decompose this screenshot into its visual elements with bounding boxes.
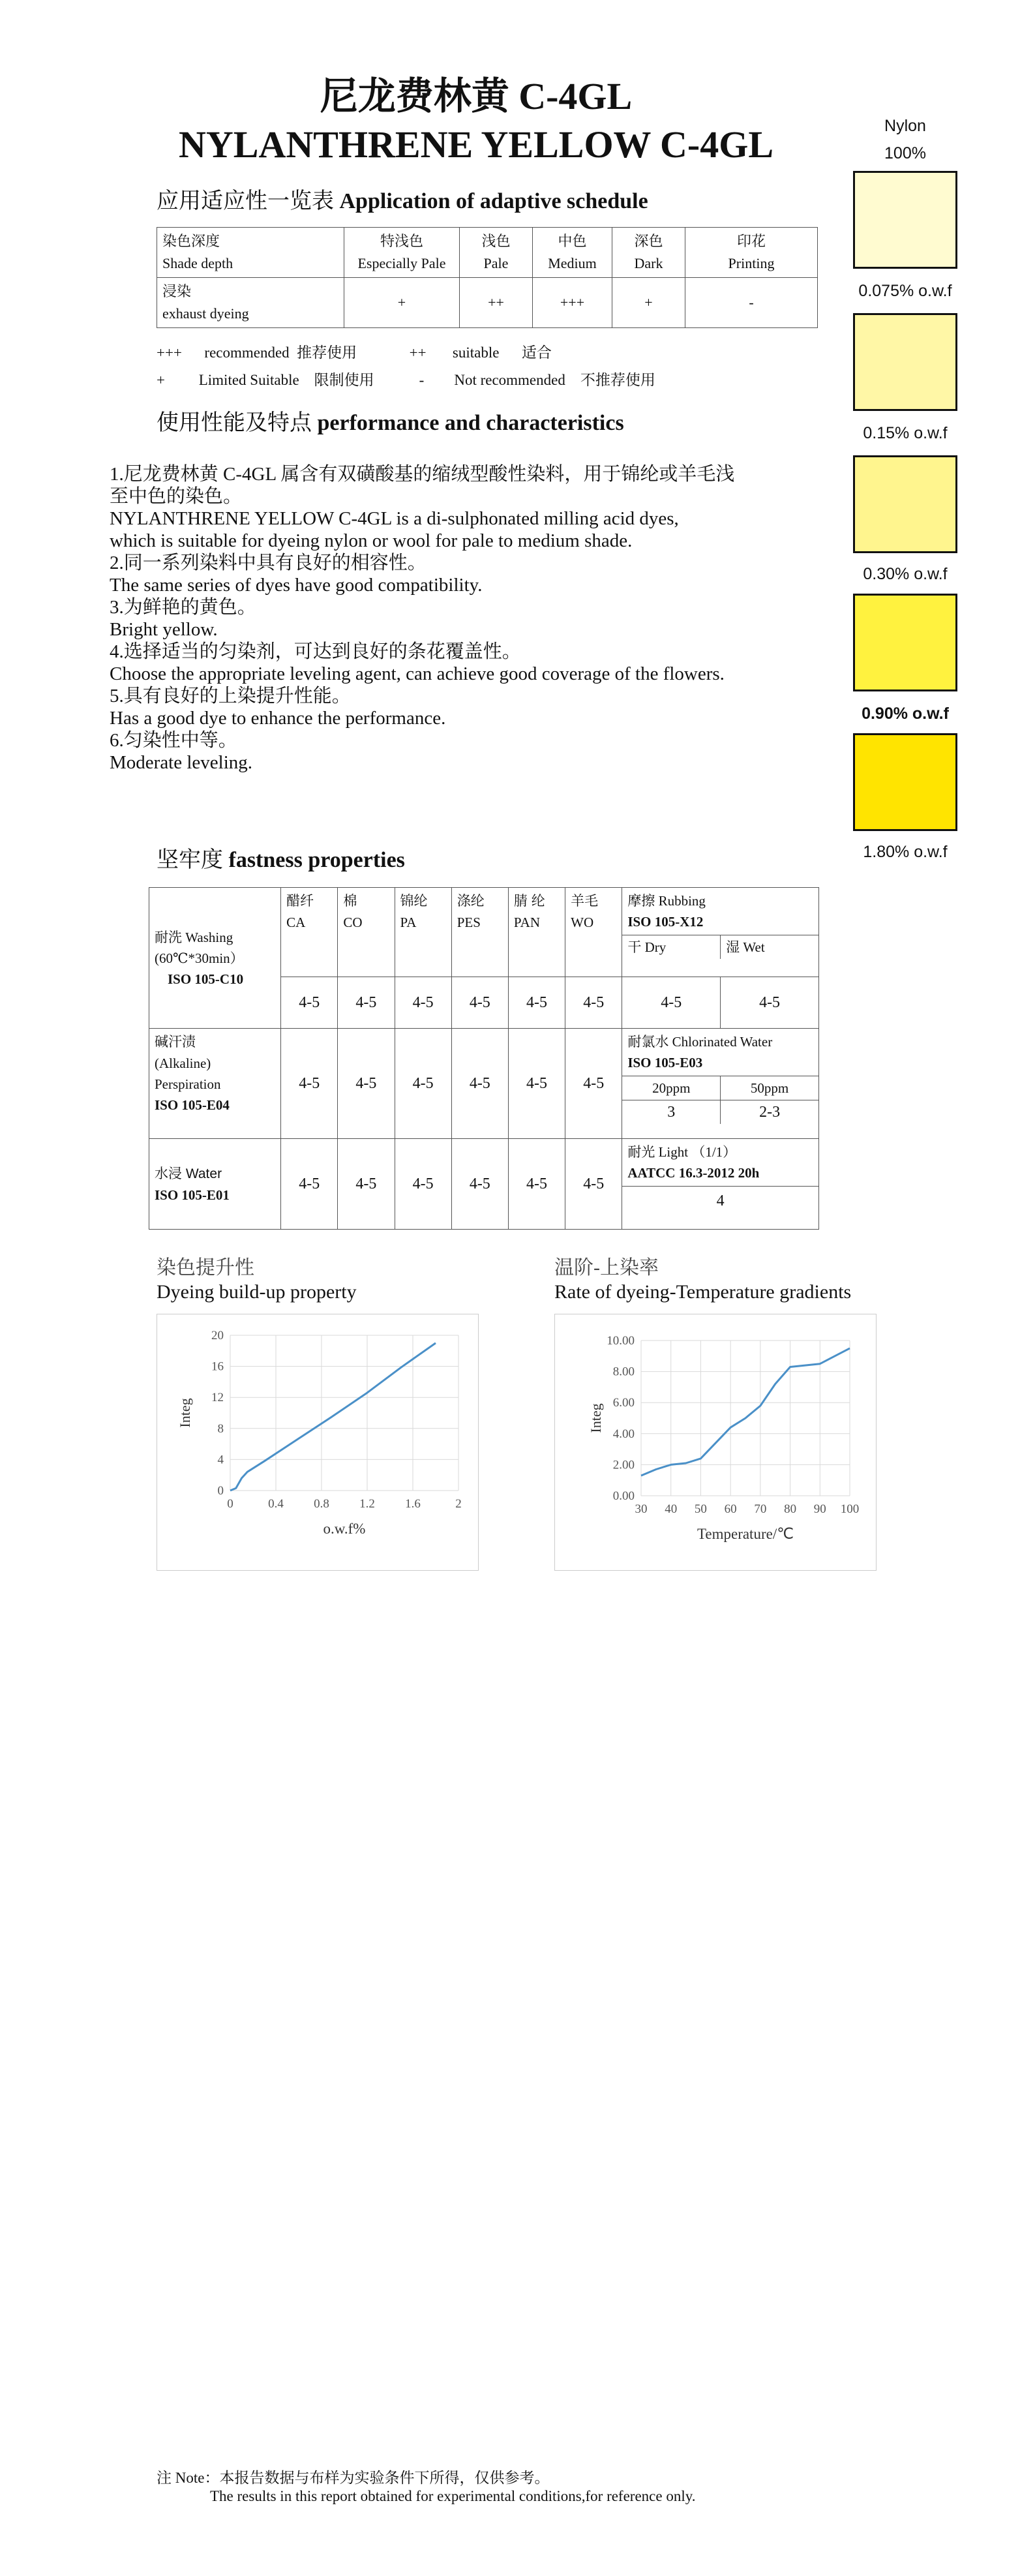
x-tick-label: 0.4 [268,1497,284,1511]
buildup-chart [157,1314,479,1571]
washing-co-value: 4-5 [338,977,395,1029]
x-axis-label: o.w.f% [323,1521,366,1537]
water-row [149,1139,819,1230]
page-title-cn: 尼龙费林黄 C-4GL [320,75,633,117]
application-title-cn: 应用适应性一览表 [157,189,334,213]
performance-line: Moderate leveling. [110,752,253,773]
note-cn: 注 Note：本报告数据与布样为实验条件下所得，仅供参考。 [157,2470,550,2486]
rubbing-header: 摩擦 Rubbing ISO 105-X12 干 Dry 湿 Wet [622,888,819,977]
y-tick-label: 2.00 [612,1458,635,1472]
y-tick-label: 16 [211,1359,224,1374]
fiber-co-header: 棉 CO [338,888,395,977]
application-table [157,227,818,328]
chlorinated-20ppm-label: 20ppm [622,1076,721,1100]
swatch-label: 0.15% o.w.f [863,424,948,442]
dark-header: 深色 Dark [612,228,685,278]
page-title-en: NYLANTHRENE YELLOW C-4GL [178,123,774,166]
performance-line: Choose the appropriate leveling agent, can achieve good coverage of the flowers. [110,663,725,684]
medium-header: 中色 Medium [533,228,612,278]
note-en: The results in this report obtained for experimental conditions,for reference only. [210,2488,696,2504]
performance-line: Bright yellow. [110,619,218,640]
y-tick-label: 4.00 [612,1427,635,1441]
swatch-item [840,455,970,594]
light-standard: AATCC 16.3-2012 20h [627,1165,760,1181]
y-tick-label: 8 [217,1421,224,1436]
swatch-item [840,594,970,733]
perspiration-pes-value: 4-5 [451,1029,508,1139]
chlorinated-standard: ISO 105-E03 [627,1055,703,1070]
fastness-header-row [149,888,819,977]
water-co-value: 4-5 [338,1139,395,1230]
light-value: 4 [622,1186,818,1215]
swatch-label: 0.075% o.w.f [858,282,952,300]
fiber-ca-header: 醋纤 CA [281,888,338,977]
color-swatch [853,455,957,553]
water-pa-value: 4-5 [395,1139,451,1230]
washing-pa-value: 4-5 [395,977,451,1029]
swatch-label: 0.30% o.w.f [863,565,948,583]
swatch-label: 0.90% o.w.f [862,705,949,723]
water-pes-value: 4-5 [451,1139,508,1230]
exhaust-printing-value: - [685,278,818,328]
water-wo-value: 4-5 [565,1139,622,1230]
rubbing-wet-value: 4-5 [721,977,819,1029]
exhaust-dyeing-row [157,278,818,328]
performance-line: 3.为鲜艳的黄色。 [110,597,256,618]
y-tick-label: 8.00 [612,1365,635,1379]
perspiration-pa-value: 4-5 [395,1029,451,1139]
fiber-wo-header: 羊毛 WO [565,888,622,977]
exhaust-dyeing-label: 浸染 exhaust dyeing [157,278,344,328]
performance-line: which is suitable for dyeing nylon or wool for pale to medium shade. [110,530,633,551]
buildup-chart-title: Dyeing build-up property [157,1281,357,1303]
y-tick-label: 4 [217,1453,224,1467]
perspiration-wo-value: 4-5 [565,1029,622,1139]
washing-label: 耐洗 Washing (60℃*30min） ISO 105-C10 [149,888,281,1029]
chlorinated-50ppm-label: 50ppm [750,1080,789,1096]
shade-depth-header: 染色深度 Shade depth [157,228,344,278]
legend-line-2: + Limited Suitable 限制使用 - Not recommended 不推荐使用 [157,372,655,388]
x-tick-label: 2 [455,1497,462,1511]
rubbing-wet-label: 湿 Wet [726,939,765,955]
performance-title-cn: 使用性能及特点 [157,410,312,435]
performance-line: Has a good dye to enhance the performance. [110,708,446,729]
performance-title-en: performance and characteristics [317,411,624,435]
x-tick-label: 0 [227,1497,233,1511]
y-tick-label: 0.00 [612,1489,635,1503]
x-tick-label: 1.2 [359,1497,375,1511]
swatch-label: 1.80% o.w.f [863,843,948,861]
application-title-en: Application of adaptive schedule [339,189,648,213]
exhaust-dark-value: + [612,278,685,328]
swatch-header-material: Nylon [884,117,926,135]
performance-line: The same series of dyes have good compatibility. [110,575,483,596]
rubbing-dry-label: 干 Dry [622,935,721,959]
fastness-table [149,887,819,1230]
washing-ca-value: 4-5 [281,977,338,1029]
printing-header: 印花 Printing [685,228,818,278]
chlorinated-50ppm-value: 2-3 [759,1104,781,1121]
performance-text [110,463,734,774]
y-tick-label: 0 [217,1484,224,1498]
y-tick-label: 20 [211,1329,224,1342]
swatch-item [840,313,970,455]
exhaust-pale-value: ++ [460,278,533,328]
perspiration-label: 碱汗渍 (Alkaline) Perspiration ISO 105-E04 [149,1029,281,1139]
performance-line: NYLANTHRENE YELLOW C-4GL is a di-sulphonated milling acid dyes, [110,508,679,529]
x-tick-label: 80 [784,1502,797,1516]
swatch-header [840,112,970,167]
application-section-title [157,183,648,215]
swatch-header-percent: 100% [884,144,926,162]
chlorinated-water-cell [622,1029,819,1139]
perspiration-pan-value: 4-5 [508,1029,565,1139]
swatch-item [840,733,970,873]
washing-wo-value: 4-5 [565,977,622,1029]
fastness-title-en: fastness properties [228,848,405,872]
swatch-column [840,171,970,873]
y-tick-label: 6.00 [612,1396,635,1410]
rubbing-dry-value: 4-5 [622,977,721,1029]
y-tick-label: 10.00 [607,1334,635,1348]
fiber-pa-header: 锦纶 PA [395,888,451,977]
perspiration-co-value: 4-5 [338,1029,395,1139]
x-tick-label: 0.8 [314,1497,329,1511]
light-label: 耐光 Light （1/1） [627,1144,737,1160]
buildup-chart-svg [157,1314,478,1570]
pale-header: 浅色 Pale [460,228,533,278]
temperature-chart-title: Rate of dyeing-Temperature gradients [554,1281,852,1303]
x-tick-label: 1.6 [405,1497,421,1511]
chlorinated-20ppm-value: 3 [622,1100,721,1124]
perspiration-row [149,1029,819,1139]
water-ca-value: 4-5 [281,1139,338,1230]
fiber-pan-header: 腈 纶 PAN [508,888,565,977]
x-tick-label: 40 [665,1502,678,1516]
fiber-pes-header: 涤纶 PES [451,888,508,977]
application-header-row [157,228,818,278]
color-swatch [853,171,957,269]
washing-pan-value: 4-5 [508,977,565,1029]
performance-line: 至中色的染色。 [110,486,243,507]
x-tick-label: 70 [754,1502,767,1516]
data-series-line [230,1343,436,1491]
swatch-item [840,171,970,313]
legend-line-1: +++ recommended 推荐使用 ++ suitable 适合 [157,344,552,361]
color-swatch [853,313,957,411]
chlorinated-label: 耐氯水 Chlorinated Water [627,1034,773,1050]
fastness-title-cn: 坚牢度 [157,847,223,872]
x-axis-label: Temperature/℃ [697,1526,794,1542]
color-swatch [853,594,957,691]
temperature-chart-title-cn: 温阶-上染率 [554,1257,659,1279]
x-tick-label: 100 [840,1502,860,1516]
perspiration-ca-value: 4-5 [281,1029,338,1139]
water-pan-value: 4-5 [508,1139,565,1230]
y-tick-label: 12 [211,1391,224,1405]
performance-line: 5.具有良好的上染提升性能。 [110,686,351,706]
performance-line: 6.匀染性中等。 [110,730,237,751]
exhaust-especially-pale-value: + [344,278,460,328]
fastness-section-title [157,841,405,873]
light-fastness-cell [622,1139,819,1230]
color-swatch [853,733,957,831]
performance-line: 4.选择适当的匀染剂，可达到良好的条花覆盖性。 [110,641,521,662]
temperature-chart [554,1314,877,1571]
performance-section-title [157,404,624,436]
x-tick-label: 50 [694,1502,707,1516]
y-axis-label: Integ [588,1403,604,1433]
y-axis-label: Integ [177,1398,193,1428]
water-label: 水浸 Water ISO 105-E01 [149,1139,281,1230]
exhaust-medium-value: +++ [533,278,612,328]
performance-line: 2.同一系列染料中具有良好的相容性。 [110,553,427,573]
temperature-chart-svg [555,1314,876,1570]
especially-pale-header: 特浅色 Especially Pale [344,228,460,278]
washing-pes-value: 4-5 [451,977,508,1029]
buildup-chart-title-cn: 染色提升性 [157,1257,254,1279]
x-tick-label: 90 [813,1502,826,1516]
performance-line: 1.尼龙费林黄 C-4GL 属含有双磺酸基的缩绒型酸性染料，用于锦纶或羊毛浅 [110,464,735,485]
x-tick-label: 60 [724,1502,737,1516]
x-tick-label: 30 [635,1502,648,1516]
data-series-line [641,1348,850,1476]
